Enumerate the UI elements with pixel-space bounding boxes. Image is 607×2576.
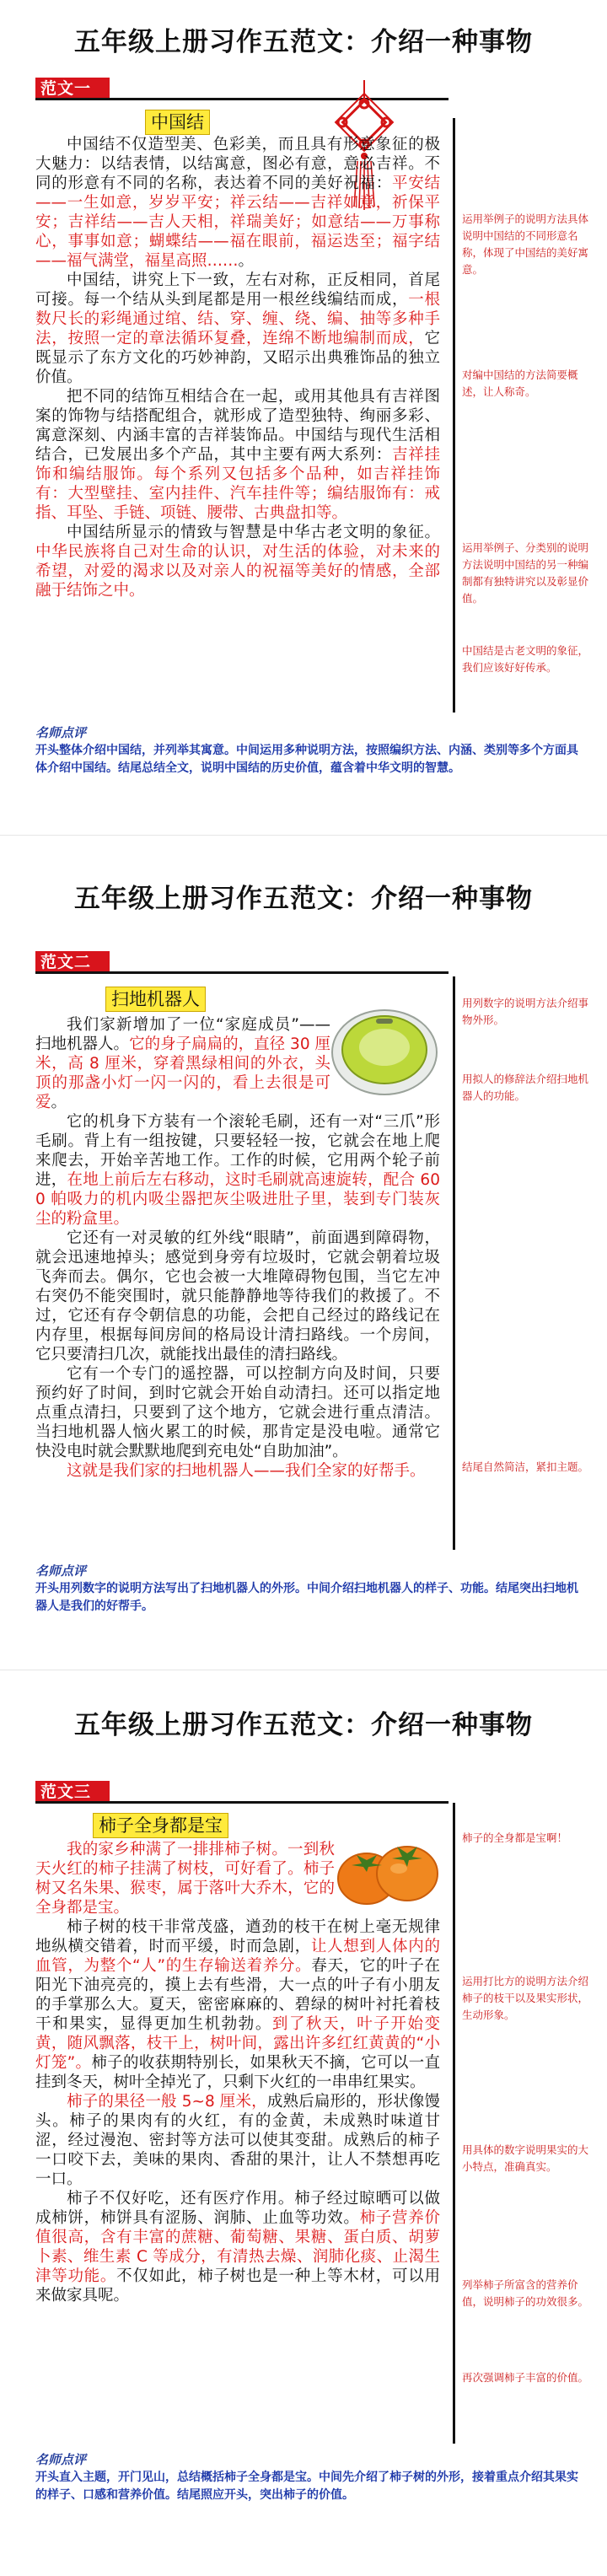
essay-subtitle: 中国结 xyxy=(145,110,210,135)
paragraph: 中国结，讲究上下一致，左右对称，正反相同，首尾可接。每一个结从头到尾都是用一根丝线编结而成，一根数尺长的彩绳通过绾、结、穿、缠、绕、编、抽等多种手法，按照一定的章法循环复叠，连绵不断地编制而成，它既显示了东方文化的巧妙神韵，又昭示出典雅饰品的独立价值。 xyxy=(35,272,440,386)
paragraph: 柿子树的枝干非常茂盛，遒劲的枝干在树上毫无规律地纵横交错着，时而平缓，时而急剧，让人想到人体内的血管，为整个“人”的生存输送着养分。春天，它的叶子在阳光下油亮亮的，摸上去有些滑，大一点的叶子有小朋友的手掌那么大。夏天，密密麻麻的、碧绿的树叶衬托着枝干和果实，显得更加生机勃勃。到了秋天，叶子开始变黄，随风飘落，枝干上，树叶间，露出许多红红黄黄的“小灯笼”。柿子的收获期特别长，如果秋天不摘，它可以一直挂到冬天，树叶全掉光了，只剩下火红的一串串红果实。 xyxy=(35,1918,440,2091)
side-note: 柿子的全身都是宝啊！ xyxy=(462,1831,568,1844)
paragraph: 这就是我们家的扫地机器人——我们全家的好帮手。 xyxy=(67,1462,426,1480)
tag-underline xyxy=(35,1801,449,1804)
teacher-comment: 开头直入主题，开门见山，总结概括柿子全身都是宝。中间先介绍了柿子树的外形，接着重点介绍其果实的样子、口感和营养价值。结尾照应开头，突出柿子的价值。 xyxy=(35,2471,578,2502)
section-divider xyxy=(0,835,607,836)
section-title: 五年级上册习作五范文：介绍一种事物 xyxy=(74,27,533,57)
side-note: 运用打比方的说明方法介绍柿子的枝干以及果实形状，生动形象。 xyxy=(462,1975,589,2021)
essay-section-3 xyxy=(0,1703,607,2576)
sample-tag: 范文三 xyxy=(35,1781,110,1804)
essay-body xyxy=(35,1015,440,1481)
essay-subtitle: 柿子全身都是宝 xyxy=(93,1813,228,1838)
side-note: 用拟人的修辞法介绍扫地机器人的功能。 xyxy=(462,1073,589,1102)
side-note: 用具体的数字说明果实的大小特点，准确真实。 xyxy=(462,2143,589,2173)
paragraph: 我们家新增加了一位“家庭成员”——扫地机器人。它的身子扁扁的，直径 30 厘米，高 8 厘米，穿着黑绿相间的外衣，头顶的那盏小灯一闪一闪的，看上去很是可爱。 xyxy=(35,1016,330,1111)
paragraph: 它有一个专门的遥控器，可以控制方向及时间，只要预约好了时间，到时它就会开始自动清扫。还可以指定地点重点清扫，只要到了这个地方，它就会进行重点清洁。当扫地机器人恼火累工的时候，那肯定是没电啦。通常它快没电时就会默默地爬到充电处“自助加油”。 xyxy=(35,1365,440,1460)
paragraph: 柿子不仅好吃，还有医疗作用。柿子经过晾晒可以做成柿饼，柿饼具有涩肠、润肺、止血等功效。柿子营养价值很高，含有丰富的蔗糖、葡萄糖、果糖、蛋白质、胡萝卜素、维生素 C 等成分，有清热去燥、润肺化痰、止渴生津等功能。不仅如此，柿子树也是一种上等木材，可以用来做家具呢。 xyxy=(35,2190,440,2304)
paragraph: 它还有一对灵敏的红外线“眼睛”，前面遇到障碍物，就会迅速地掉头；感觉到身旁有垃圾时，它就会朝着垃圾飞奔而去。偶尔，它也会被一大堆障碍物包围，当它左冲右突仍不能突围时，就只能静静地等待我们的救援了。不过，它还有存令朝信息的功能，会把自己经过的路线记在内存里，根据每间房间的格局设计清扫路线。一个房间，它只要清扫几次，就能找出最佳的清扫路线。 xyxy=(35,1229,440,1363)
sample-tag: 范文一 xyxy=(35,78,110,100)
side-note: 运用举例子的说明方法具体说明中国结的不同形意名称，体现了中国结的美好寓意。 xyxy=(462,212,589,276)
section-title: 五年级上册习作五范文：介绍一种事物 xyxy=(74,1710,533,1740)
paragraph: 我的家乡种满了一排排柿子树。一到秋天火红的柿子挂满了树枝，可好看了。柿子树又名朱果、猴枣，属于落叶大乔木，它的全身都是宝。 xyxy=(35,1841,335,1917)
paragraph: 中国结所显示的情致与智慧是中华古老文明的象征。中华民族将自己对生命的认识，对生活的体验，对未来的希望，对爱的渴求以及对亲人的祝福等美好的情感，全部融于结饰之中。 xyxy=(35,524,440,600)
section-title: 五年级上册习作五范文：介绍一种事物 xyxy=(74,884,533,914)
note-divider xyxy=(453,1803,455,2444)
side-note: 结尾自然简洁，紧扣主题。 xyxy=(462,1460,589,1473)
side-note: 列举柿子所富含的营养价值，说明柿子的功效很多。 xyxy=(462,2278,589,2308)
sample-tag: 范文二 xyxy=(35,951,110,974)
tag-underline xyxy=(35,971,449,974)
paragraph: 把不同的结饰互相结合在一起，或用其他具有吉祥图案的饰物与结搭配组合，就形成了造型独特、绚丽多彩、寓意深刻、内涵丰富的吉祥装饰品。中国结与现代生活相结合，已发展出多个产品，其中主要有两大系列：吉祥挂饰和编结服饰。每个系列又包括多个品种，如吉祥挂饰有：大型壁挂、室内挂件、汽车挂件等；编结服饰有：戒指、耳坠、手链、项链、腰带、古典盘扣等。 xyxy=(35,388,440,522)
essay-body xyxy=(35,1840,440,2305)
teacher-comment: 开头用列数字的说明方法写出了扫地机器人的外形。中间介绍扫地机器人的样子、功能。结尾突出扫地机器人是我们的好帮手。 xyxy=(35,1582,578,1613)
paragraph: 中国结不仅造型美、色彩美，而且具有形意象征的极大魅力：以结表情，以结寓意，图必有意，意必吉祥。不同的形意有不同的名称，表达着不同的美好祝福：平安结——一生如意，岁岁平安；祥云结——吉祥如意，祈保平安；吉祥结——吉人天相，祥瑞美好；如意结——万事称心，事事如意；蝴蝶结——福在眼前，福运迭至；福字结——福气满堂，福星高照……。 xyxy=(35,136,440,270)
side-note: 用列数字的说明方法介绍事物外形。 xyxy=(462,997,589,1026)
note-divider xyxy=(453,118,455,713)
paragraph: 它的机身下方装有一个滚轮毛刷，还有一对“三爪”形毛刷。背上有一组按键，只要轻轻一按，它就会在地上爬来爬去，开始辛苦地工作。工作的时候，它用两个轮子前进，在地上前后左右移动，这时毛刷就高速旋转，配合 600 帕吸力的机内吸尘器把灰尘吸进肚子里，装到专门装灰尘的粉盒里。 xyxy=(35,1113,440,1228)
side-note: 对编中国结的方法简要概述，让人称奇。 xyxy=(462,368,578,398)
essay-section-2 xyxy=(0,877,607,1686)
paragraph: 柿子的果径一般 5~8 厘米，成熟后扁形的，形状像馒头。柿子的果肉有的火红，有的金黄，未成熟时味道甘涩，经过漫泡、密封等方法可以使其变甜。成熟后的柿子一口咬下去，美味的果肉、香甜的果汁，让人不禁想再吃一口。 xyxy=(35,2093,440,2188)
essay-body xyxy=(35,135,440,600)
teacher-comment-label: 名师点评 xyxy=(35,2452,87,2467)
essay-subtitle: 扫地机器人 xyxy=(105,987,206,1012)
teacher-comment-label: 名师点评 xyxy=(35,725,87,740)
note-divider xyxy=(453,976,455,1550)
side-note: 运用举例子、分类别的说明方法说明中国结的另一种编制都有独特讲究以及彰显价值。 xyxy=(462,541,589,605)
teacher-comment-label: 名师点评 xyxy=(35,1563,87,1578)
side-note: 再次强调柿子丰富的价值。 xyxy=(462,2371,589,2384)
essay-section-1 xyxy=(0,0,607,843)
teacher-comment: 开头整体介绍中国结，并列举其寓意。中间运用多种说明方法，按照编织方法、内涵、类别等多个方面具体介绍中国结。结尾总结全文，说明中国结的历史价值，蕴含着中华文明的智慧。 xyxy=(35,744,578,775)
side-note: 中国结是古老文明的象征，我们应该好好传承。 xyxy=(462,644,589,674)
